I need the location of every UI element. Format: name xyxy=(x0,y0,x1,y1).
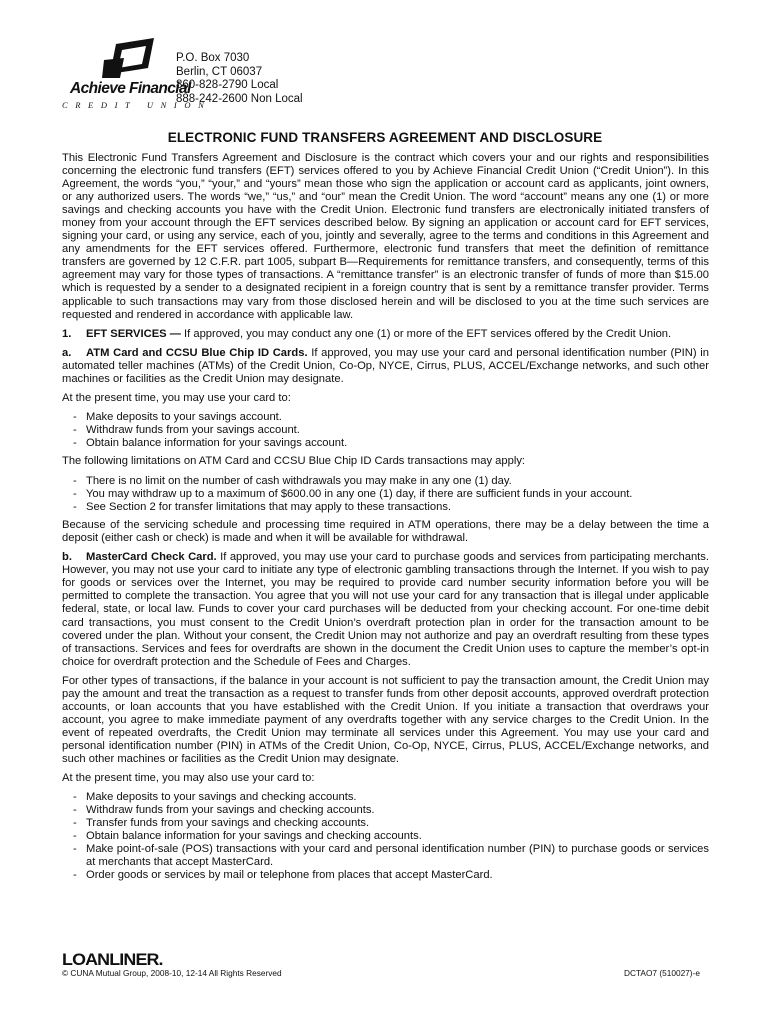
section-label: a. xyxy=(62,346,72,359)
atm-uses-list xyxy=(62,411,709,450)
section-heading: MasterCard Check Card. xyxy=(86,551,217,564)
delay-note: Because of the servicing schedule and processing time required in ATM operations, there may be a delay between the time a deposit (either cash or check) is made and when it will be available for withdrawal. xyxy=(62,519,709,545)
list-item: - You may withdraw up to a maximum of $600.00 in any one (1) day, if there are sufficient funds in your account. xyxy=(73,487,633,500)
logo-subtitle: CREDIT UNION xyxy=(62,100,212,110)
form-code: DCTAO7 (510027)-e xyxy=(624,968,700,978)
list-item: - Withdraw funds from your savings and checking accounts. xyxy=(73,804,375,817)
section-b xyxy=(62,551,709,668)
list-item: - Transfer funds from your savings and checking accounts. xyxy=(73,817,370,830)
section-number: 1. xyxy=(62,327,72,340)
list-item: - Withdraw funds from your savings account. xyxy=(73,423,300,436)
loanliner-logo: LOANLINER. xyxy=(62,950,163,969)
intro-paragraph: This Electronic Fund Transfers Agreement and Disclosure is the contract which covers your and our rights and responsibilities concerning the electronic fund transfers (EFT) services offered to you by Achieve Financial Credit Union (“Credit Union”). In this Agreement, the words “you,” “your,” and “yours” mean those who sign the application or account card as applicants, joint owners, or any authorized users. The words “we,” “us,” and “our” mean the Credit Union. The word “account” means any one (1) or more savings and checking accounts you have with the Credit Union. Electronic fund transfers are electronically initiated transfers of money from your account through the EFT services described below. By signing an application or account card for EFT services, signing your card, or using any service, each of you, jointly and severally, agree to the terms and conditions in this Agreement and any amendments for the EFT services offered. Furthermore, electronic fund transfers that meet the definition of remittance transfers are governed by 12 C.F.R. part 1005, subpart B—Requirements for remittance transfers, and consequently, terms of this agreement may vary for those types of transactions. A “remittance transfer” is an electronic transfer of funds of more than $15.00 which is requested by a sender to a designated recipient in a foreign country that is sent by a remittance transfer provider. Terms applicable to such transactions may vary from those disclosed herein and will be disclosed to you at the time such services are requested and rendered in accordance with applicable law. xyxy=(62,152,709,321)
list-item: - Order goods or services by mail or telephone from places that accept MasterCard. xyxy=(73,869,493,882)
document-body xyxy=(62,152,709,888)
logo-name: Achieve Financial xyxy=(70,80,191,97)
check-card-uses-list xyxy=(62,791,709,882)
list-item: - Obtain balance information for your savings account. xyxy=(73,436,348,449)
section-heading: ATM Card and CCSU Blue Chip ID Cards. xyxy=(86,346,308,359)
phone-non-local: 888-242-2600 Non Local xyxy=(176,92,303,105)
section-text: If approved, you may conduct any one (1) or more of the EFT services offered by the Credit Union. xyxy=(180,327,672,340)
address-line: P.O. Box 7030 xyxy=(176,52,250,64)
credit-union-logo-icon xyxy=(102,38,158,78)
document-title: ELECTRONIC FUND TRANSFERS AGREEMENT AND DISCLOSURE xyxy=(167,130,603,145)
section-label: b. xyxy=(62,551,72,564)
address-line: Berlin, CT 06037 xyxy=(176,65,263,78)
section-heading: EFT SERVICES — xyxy=(86,327,181,340)
phone-local: 860-828-2790 Local xyxy=(176,79,279,91)
limitations-intro: The following limitations on ATM Card and CCSU Blue Chip ID Cards transactions may apply: xyxy=(62,455,526,468)
list-item: - See Section 2 for transfer limitations that may apply to these transactions. xyxy=(73,500,452,513)
copyright-notice: © CUNA Mutual Group, 2008-10, 12-14 All Rights Reserved xyxy=(62,968,282,978)
list-item: - Obtain balance information for your savings and checking accounts. xyxy=(73,830,422,843)
section-a xyxy=(62,347,709,386)
section-1 xyxy=(62,328,709,341)
section-text: If approved, you may use your card and personal identification number (PIN) in automated teller machines (ATMs) of the Credit Union, Co-Op, NYCE, Cirrus, PLUS, ACCEL/Exchange networks, and such other machines or facilities as the Credit Union may designate. xyxy=(62,346,709,385)
present-time-text: At the present time, you may use your card to: xyxy=(62,391,291,404)
list-item: - There is no limit on the number of cash withdrawals you may make in any one (1) day. xyxy=(73,474,512,487)
list-item: - Make deposits to your savings account. xyxy=(73,410,282,423)
present-time-text: At the present time, you may also use your card to: xyxy=(62,772,315,785)
list-item: - Make point-of-sale (POS) transactions with your card and personal identification number (PIN) to purchase goods or services at merchants that accept MasterCard. xyxy=(73,843,709,869)
mailing-address xyxy=(176,52,303,106)
limitations-list xyxy=(62,475,709,514)
section-text: If approved, you may use your card to purchase goods and services from participating merchants. However, you may not use your card to initiate any type of electronic gambling transactions through the Internet. If you wish to pay for goods or services over the Internet, you may be required to provide card number security information before you will be permitted to complete the transaction. You agree that you will not use your card for any transaction that is illegal under applicable federal, state, or local law. Funds to cover your card purchases will be deducted from your checking account. For one-time debit card transactions, you must consent to the Credit Union’s overdraft protection plan in order for the transaction amount to be covered under the plan. Without your consent, the Credit Union may not authorize and pay an overdraft resulting from these types of transactions. Services and fees for overdrafts are shown in the document the Credit Union uses to capture the member’s opt-in choice for overdraft protection and the Schedule of Fees and Charges. xyxy=(62,551,709,668)
other-transactions-paragraph: For other types of transactions, if the balance in your account is not sufficient to pay the transaction amount, the Credit Union may pay the amount and treat the transaction as a request to transfer funds from other deposit accounts, approved overdraft protection accounts, or loan accounts that you have established with the Credit Union. If you initiate a transaction that overdraws your account, you agree to make immediate payment of any overdrafts together with any service charges to the Credit Union. In the event of repeated overdrafts, the Credit Union may terminate all services under this Agreement. You may use your card and personal identification number (PIN) in ATMs of the Credit Union, Co-Op, NYCE, Cirrus, PLUS, ACCEL/Exchange networks, and such other machines or facilities as the Credit Union may designate. xyxy=(62,674,709,765)
list-item: - Make deposits to your savings and checking accounts. xyxy=(73,791,357,804)
